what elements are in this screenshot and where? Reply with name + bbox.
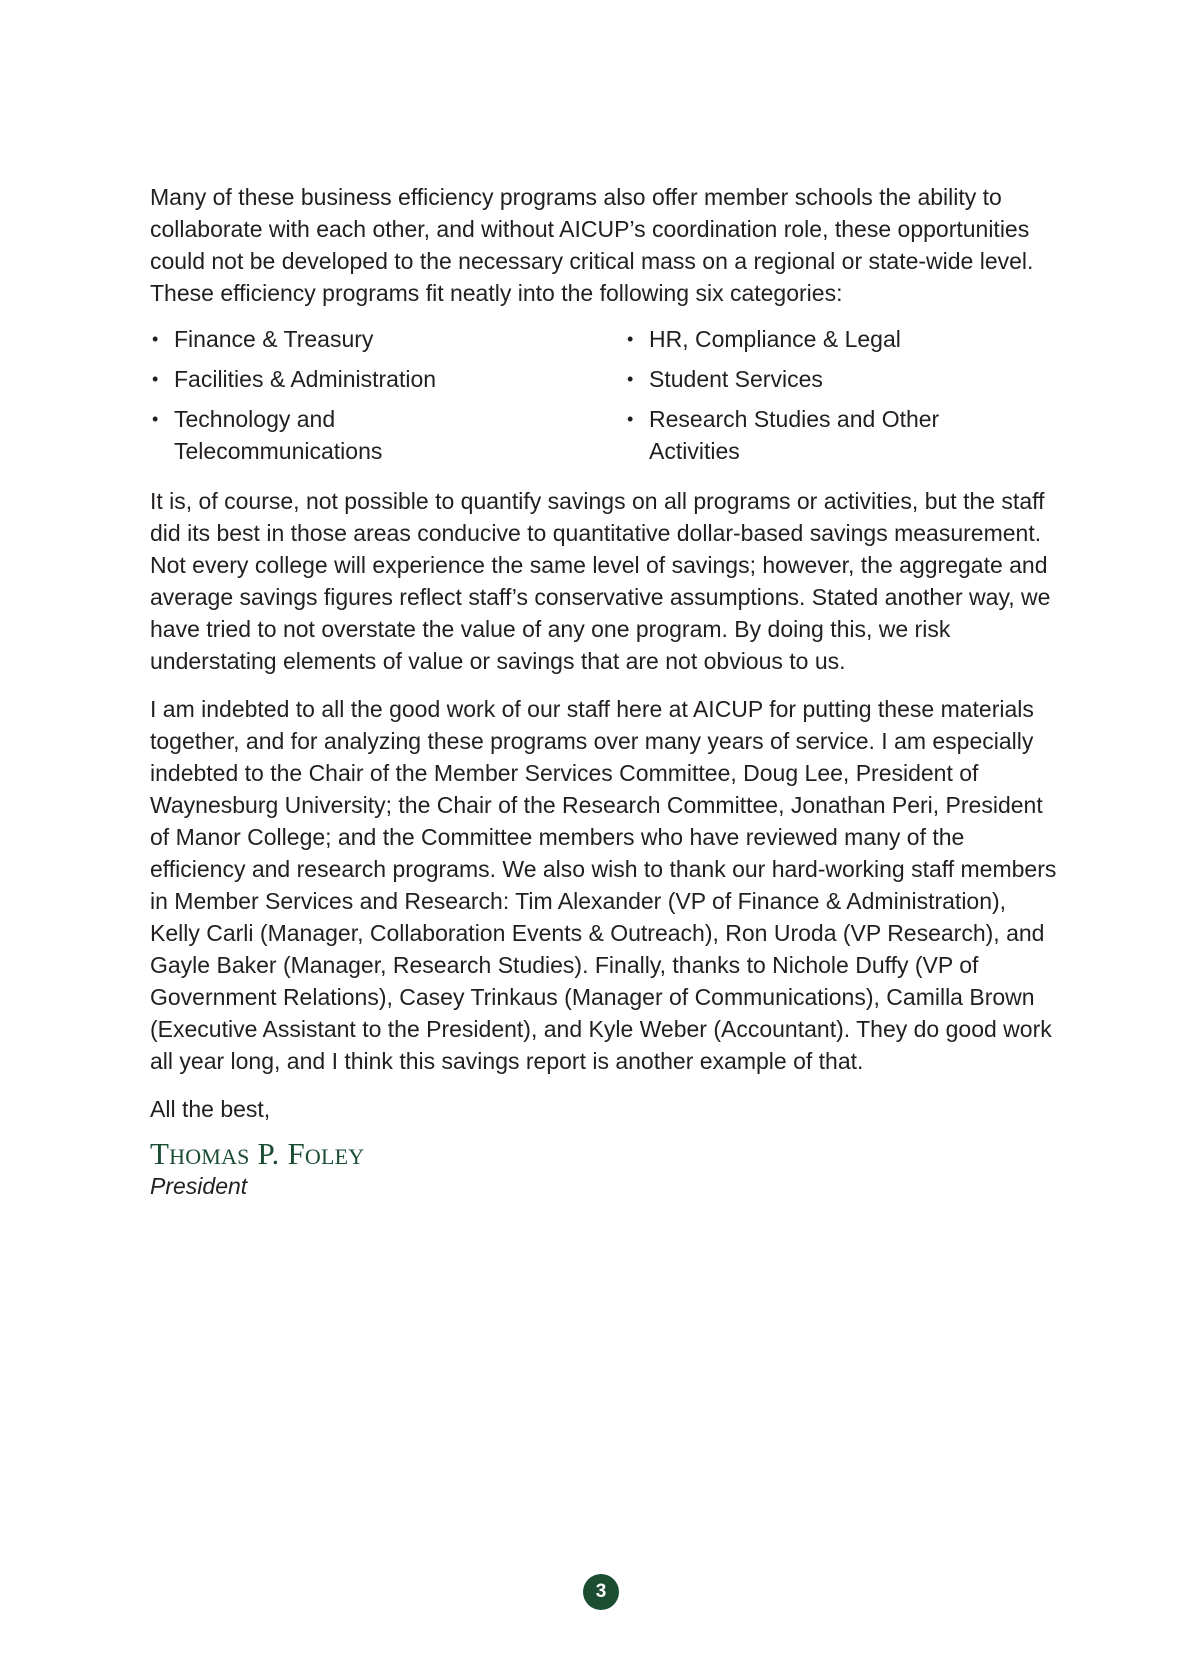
category-item: • Facilities & Administration: [150, 363, 625, 395]
intro-paragraph: Many of these business efficiency programs also offer member schools the ability to collaborate with each other, and without AICUP’s coordination role, these opportunities could not be developed to the necessary critical mass on a regional or state-wide level. These efficiency programs fit neatly into the following six categories:: [150, 184, 1034, 306]
category-list: [150, 323, 1060, 467]
page-number-badge: 3: [583, 1574, 619, 1610]
category-item: • Finance & Treasury: [150, 323, 625, 355]
closing-line: All the best,: [150, 1096, 271, 1122]
category-item: • Technology and Telecommunications: [150, 403, 434, 467]
category-item: • Research Studies and Other Activities: [625, 403, 989, 467]
signature-name: Thomas P. Foley: [150, 1136, 365, 1171]
category-item: • Student Services: [625, 363, 1060, 395]
signature-title: President: [150, 1173, 248, 1199]
category-item: • HR, Compliance & Legal: [625, 323, 1060, 355]
savings-paragraph: It is, of course, not possible to quantify savings on all programs or activities, but the staff did its best in those areas conducive to quantitative dollar-based savings measurement. Not every college will experience the same level of savings; however, the aggregate and average savings figures reflect staff’s conservative assumptions. Stated another way, we have tried to not overstate the value of any one program. By doing this, we risk understating elements of value or savings that are not obvious to us.: [150, 488, 1051, 674]
acknowledgements-paragraph: I am indebted to all the good work of our staff here at AICUP for putting these materials together, and for analyzing these programs over many years of service. I am especially indebted to the Chair of the Member Services Committee, Doug Lee, President of Waynesburg University; the Chair of the Research Committee, Jonathan Peri, President of Manor College; and the Committee members who have reviewed many of the efficiency and research programs. We also wish to thank our hard-working staff members in Member Services and Research: Tim Alexander (VP of Finance & Administration), Kelly Carli (Manager, Collaboration Events & Outreach), Ron Uroda (VP Research), and Gayle Baker (Manager, Research Studies). Finally, thanks to Nichole Duffy (VP of Government Relations), Casey Trinkaus (Manager of Communications), Camilla Brown (Executive Assistant to the President), and Kyle Weber (Accountant). They do good work all year long, and I think this savings report is another example of that.: [150, 696, 1057, 1074]
letter-body: [150, 181, 1060, 1201]
